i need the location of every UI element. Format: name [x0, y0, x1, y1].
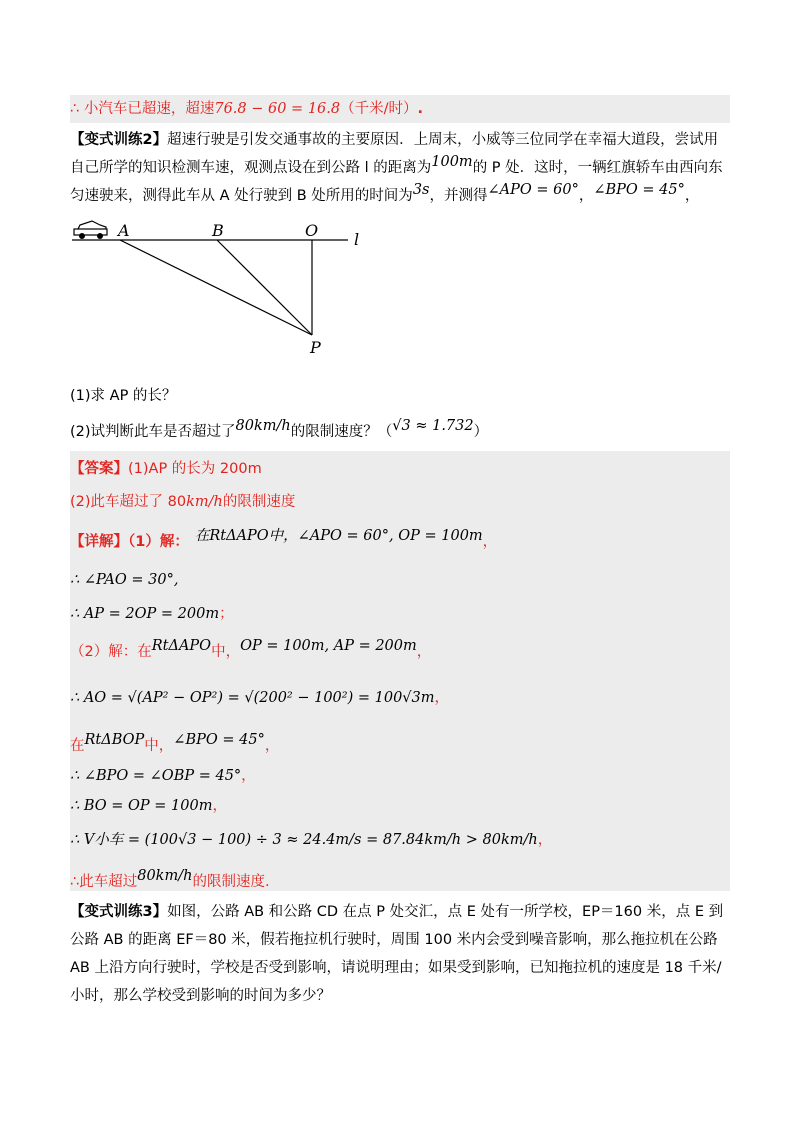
detail-line-7: ∴ ∠BPO = ∠OBP = 45°， [70, 768, 256, 784]
exercise-2-problem: 【变式训练2】超速行驶是引发交通事故的主要原因．上周末，小威等三位同学在幸福大道段，尝试用自己所学的知识检测车速，观测点设在到公路 l 的距离为100m的 P 处．这时，一辆红旗轿车由西向东匀速驶来，测得此车从 A 处行驶到 B 处所用的时间为3s，并测得∠APO = 60°，∠BPO = 45°， [70, 132, 723, 204]
label-a: A [118, 221, 130, 240]
geometry-diagram [70, 215, 370, 355]
detail-line-9: ∴ V小车 = (100√3 − 100) ÷ 3 ≈ 24.4m/s = 87.84km/h > 80km/h， [70, 832, 553, 848]
label-o: O [305, 221, 319, 240]
previous-solution-conclusion: ∴ 小汽车已超速，超速76.8 − 60 = 16.8（千米/时）. [70, 95, 730, 123]
segment-ap [120, 240, 312, 335]
detail-line-5: ∴ AO = √(AP² − OP²) = √(200² − 100²) = 100√3m， [70, 690, 450, 706]
label-p: P [310, 338, 321, 355]
answer-1: 【答案】(1)AP 的长为 200m [70, 461, 262, 477]
label-l: l [354, 230, 360, 249]
detail-line-8: ∴ BO = OP = 100m， [70, 798, 227, 814]
exercise-3-problem: 【变式训练3】如图，公路 AB 和公路 CD 在点 P 处交汇，点 E 处有一所学校，EP＝160 米，点 E 到公路 AB 的距离 EF＝80 米，假若拖拉机行驶时，周围 100 米内会受到噪音影响，那么拖拉机在公路 AB 上沿方向行驶时，学校是否受到影响，请说明理由；如果受到影响，已知拖拉机的速度是 18 千米/小时，那么学校受到影响的时间为多少？ [70, 904, 724, 1004]
detail-line-2: ∴ ∠PAO = 30°, [70, 572, 179, 588]
detail-line-4: （2）解：在RtΔAPO中，OP = 100m, AP = 200m， [70, 638, 432, 660]
detail-conclusion: ∴此车超过80km/h的限制速度. [70, 868, 270, 890]
car-icon [74, 221, 107, 239]
answer-2: (2)此车超过了 80km/h的限制速度 [70, 494, 296, 510]
detail-line-3: ∴ AP = 2OP = 200m； [70, 606, 234, 622]
detail-line-1: 【详解】（1）解： 在RtΔAPO中，∠APO = 60°, OP = 100m， [70, 528, 498, 550]
segment-bp [217, 240, 312, 335]
detail-line-6: 在RtΔBOP中，∠BPO = 45°， [70, 732, 280, 754]
label-b: B [212, 221, 224, 240]
answer-panel [70, 451, 730, 891]
question-2: (2)试判断此车是否超过了80km/h的限制速度？（√3 ≈ 1.732） [70, 418, 489, 440]
question-1: (1)求 AP 的长？ [70, 388, 177, 404]
